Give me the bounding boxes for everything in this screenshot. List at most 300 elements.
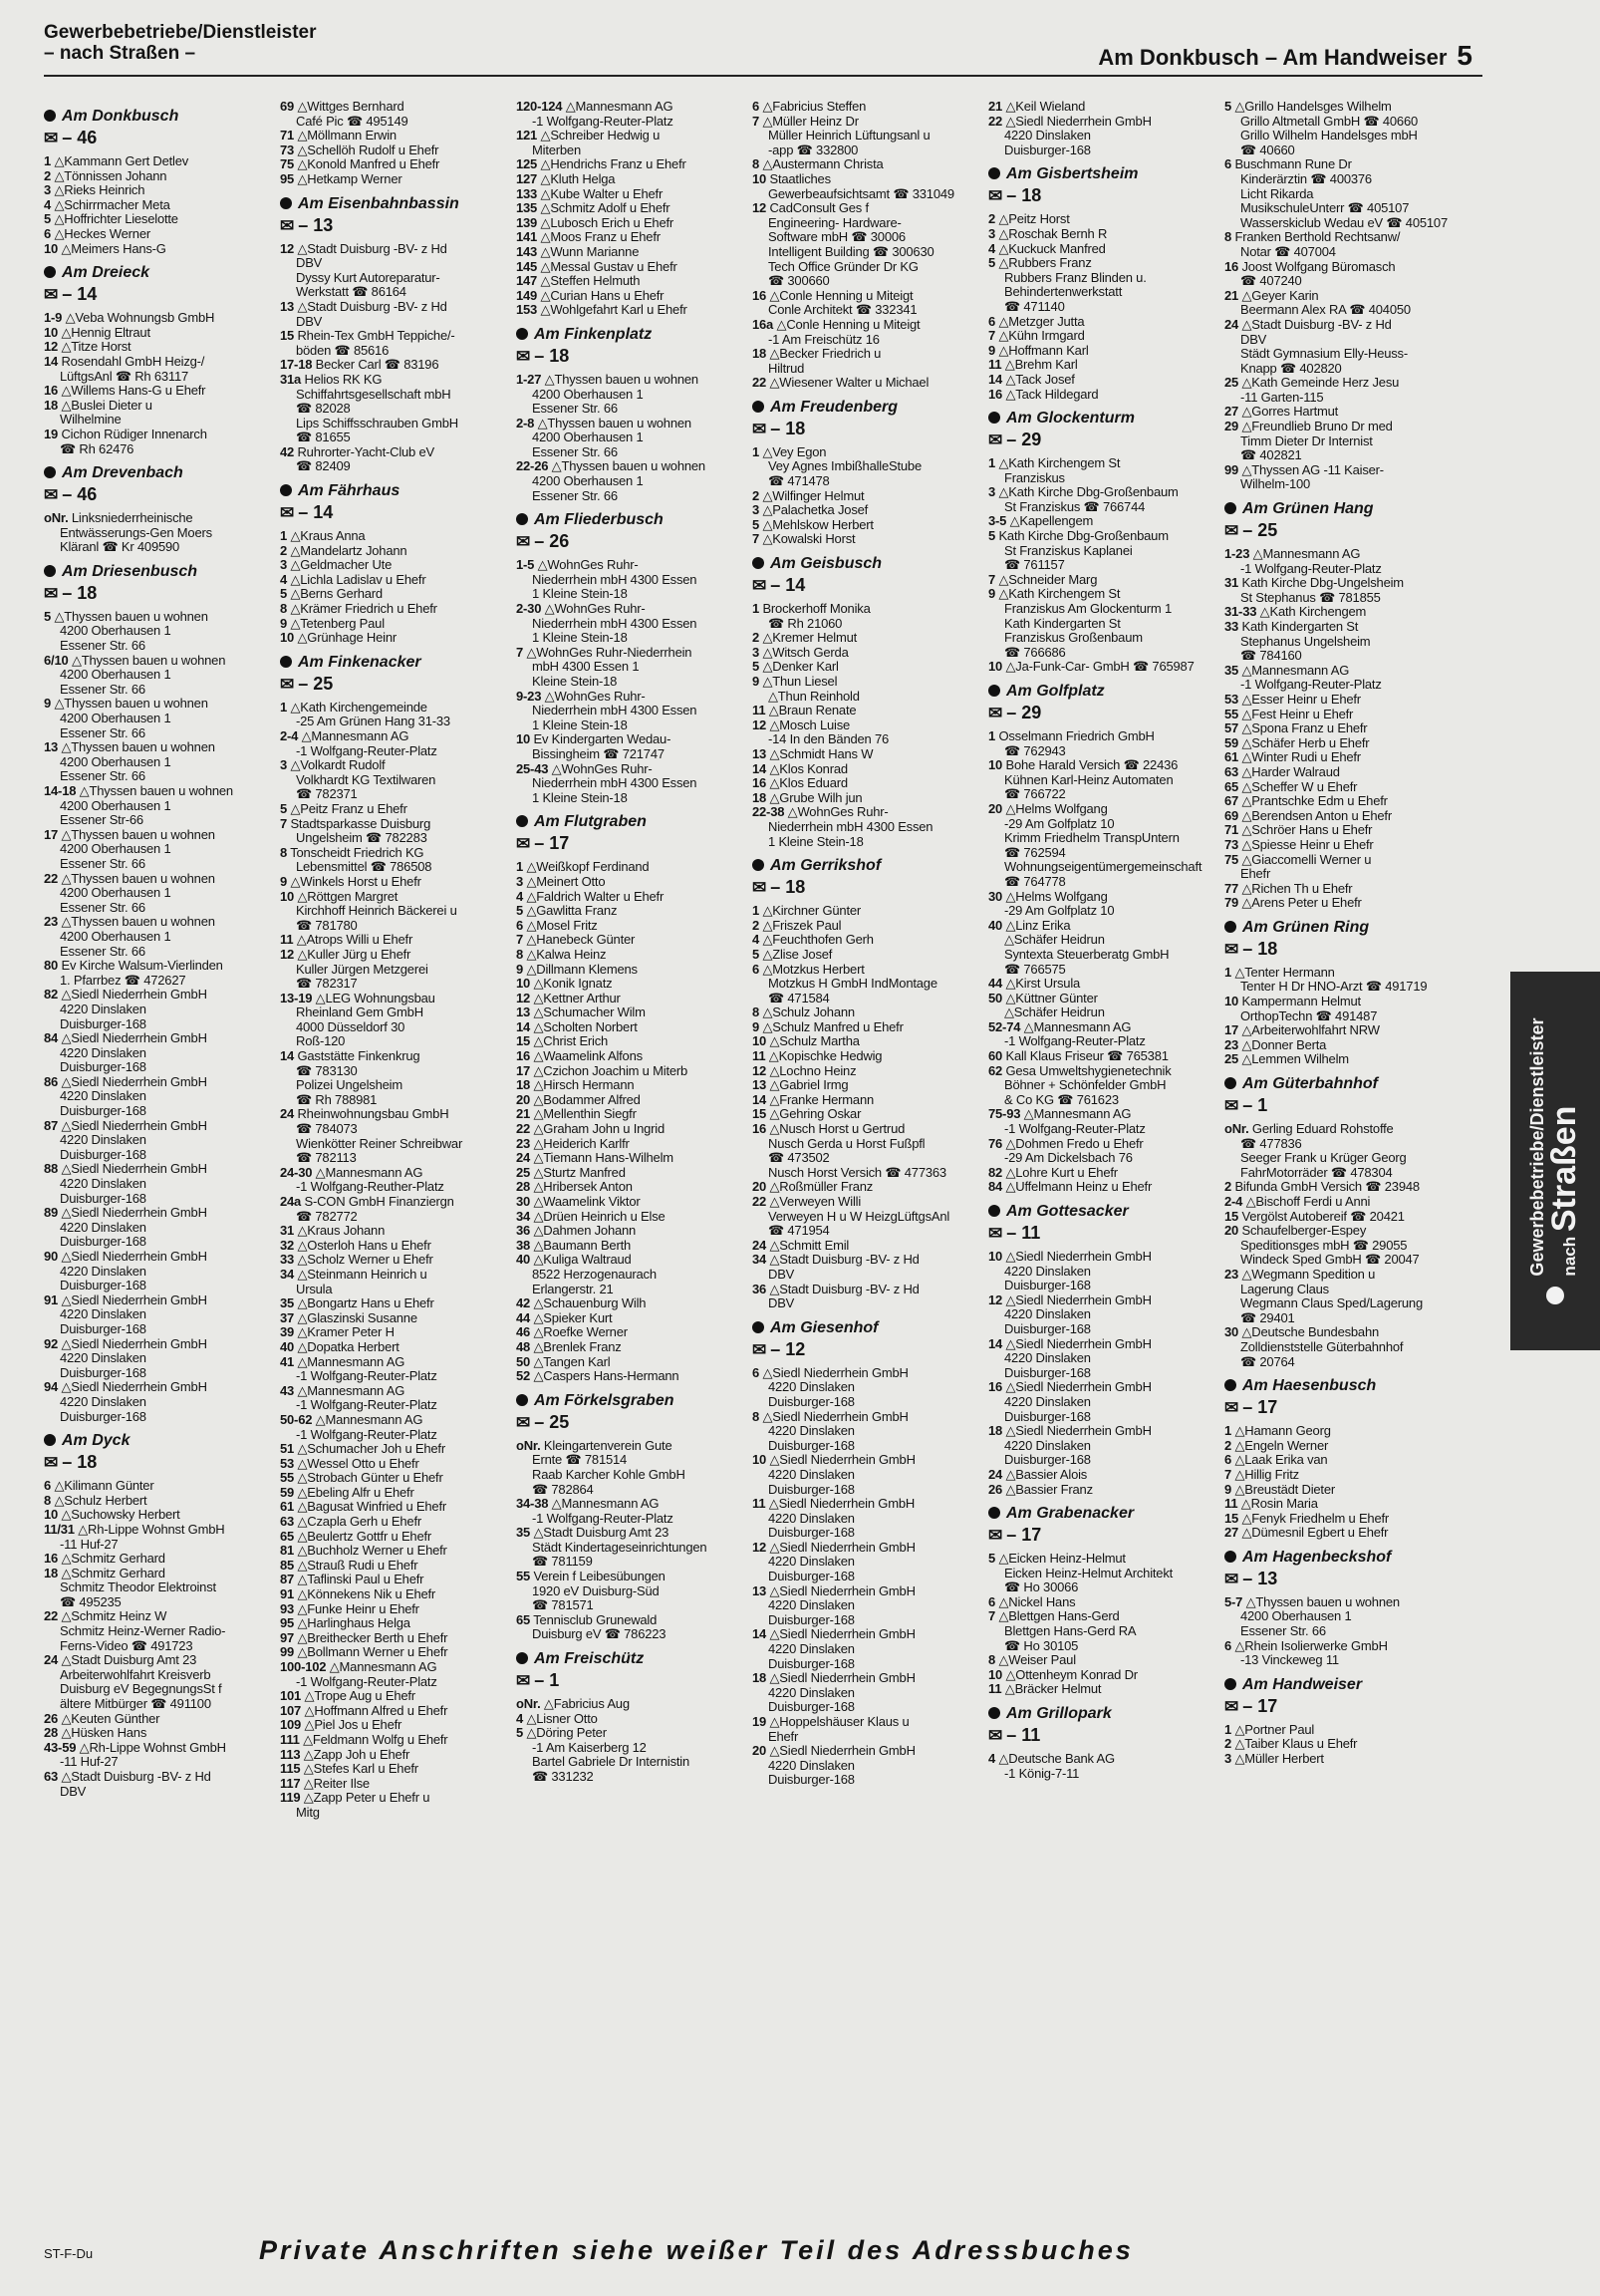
envelope-icon: ✉ (516, 532, 531, 552)
entry-text: △Siedl Niederrhein GmbH (1005, 1424, 1152, 1439)
directory-entry (516, 230, 747, 245)
entry-text: Volkhardt KG Textilwaren (296, 772, 436, 787)
entry-text: 4200 Oberhausen 1 (60, 712, 171, 726)
directory-entry (752, 1107, 983, 1122)
house-number: 18 (44, 1566, 59, 1580)
directory-entry (988, 212, 1219, 227)
entry-text: △Schauenburg Wilh (533, 1296, 647, 1311)
house-number: 63 (280, 1515, 295, 1530)
house-number: 13 (516, 1005, 531, 1020)
house-number: 3 (988, 485, 996, 500)
directory-entry (280, 1034, 511, 1049)
directory-entry (44, 683, 275, 698)
entry-text: ☎ Ho 30066 (1004, 1580, 1079, 1595)
entry-text: △Linz Erika (1005, 918, 1071, 933)
envelope-icon: ✉ (1224, 1398, 1239, 1418)
entry-text: △Grube Wilh jun (769, 790, 863, 805)
house-number: 10 (1224, 995, 1239, 1009)
house-number: 2 (752, 918, 760, 933)
house-number: 34 (752, 1253, 767, 1268)
postal-code: – 17 (1242, 1397, 1278, 1418)
directory-entry (44, 540, 275, 555)
directory-entry (752, 1483, 983, 1498)
directory-entry (280, 1020, 511, 1035)
postal-code: – 13 (298, 214, 334, 235)
side-tab-strassen: Straßen (1544, 1105, 1583, 1233)
house-number: 147 (516, 274, 538, 289)
house-number: 18 (752, 790, 767, 805)
entry-text: Wegmann Claus Sped/Lagerung (1240, 1296, 1423, 1311)
entry-text: △Kluth Helga (540, 171, 616, 186)
entry-text: Bartel Gabriele Dr Internistin (532, 1755, 690, 1770)
entry-text: DBV (60, 1784, 87, 1799)
directory-entry (1224, 867, 1456, 882)
entry-text: Entwässerungs-Gen Moers (60, 525, 212, 540)
directory-entry (1224, 1224, 1456, 1239)
directory-entry (988, 1265, 1219, 1280)
entry-text: DBV (768, 1267, 795, 1282)
directory-entry (44, 886, 275, 901)
directory-entry (280, 1602, 511, 1617)
entry-text: △Stadt Duisburg -BV- z Hd (769, 1282, 920, 1296)
house-number: 5 (752, 947, 760, 962)
directory-entry (1224, 245, 1456, 260)
directory-entry (752, 1395, 983, 1410)
entry-text: △Schulz Manfred u Ehefr (762, 1019, 904, 1034)
directory-entry (988, 875, 1219, 890)
envelope-icon: ✉ (44, 1453, 59, 1473)
entry-text: ☎ 783130 (296, 1063, 358, 1078)
house-number: 2-30 (516, 602, 542, 617)
entry-text: △Schmitz Heinz W (61, 1609, 167, 1624)
entry-text: Duisburger-168 (60, 1191, 146, 1206)
directory-entry (988, 256, 1219, 271)
entry-text: △Laak Erika van (1234, 1453, 1328, 1468)
directory-entry (280, 1122, 511, 1137)
entry-text: Kühnen Karl-Heinz Automaten (1004, 772, 1174, 787)
entry-text: △Konold Manfred u Ehefr (297, 157, 440, 172)
entry-text: △Mannesmann AG (297, 1354, 405, 1369)
house-number: 10 (988, 1667, 1003, 1682)
postal-code: – 29 (1006, 703, 1042, 722)
directory-entry (1224, 1311, 1456, 1326)
entry-text: △Esser Heinr u Ehefr (1241, 692, 1361, 707)
house-number: 1 (280, 529, 288, 544)
entry-text: △Wiesener Walter u Michael (769, 376, 930, 391)
entry-text: △Hanebeck Günter (526, 933, 636, 948)
directory-entry (280, 1530, 511, 1545)
entry-text: △Stadt Duisburg -BV- z Hd (297, 241, 447, 256)
directory-entry (1224, 1468, 1456, 1483)
entry-text: △Stefes Karl u Ehefr (303, 1762, 418, 1777)
entry-text: △Kapellengem (1009, 514, 1094, 529)
entry-text: ☎ 495235 (60, 1594, 122, 1609)
house-number: 34-38 (516, 1497, 549, 1512)
directory-entry (44, 227, 275, 242)
directory-entry (988, 529, 1219, 544)
house-number: 6 (1224, 1638, 1232, 1653)
entry-text: △Thyssen bauen u wohnen (1245, 1594, 1400, 1609)
directory-entry (44, 1523, 275, 1538)
street-name: Am Gisbertsheim (1006, 165, 1139, 183)
street-name: Am Grünen Ring (1242, 918, 1370, 936)
entry-text: Franziskus Großenbaum (1004, 631, 1143, 646)
directory-entry (1224, 1624, 1456, 1639)
directory-entry (1224, 172, 1456, 187)
entry-text: △Glaszinski Susanne (297, 1310, 417, 1325)
directory-entry (1224, 347, 1456, 362)
house-number: 8 (988, 1653, 996, 1668)
house-number: 17 (1224, 1023, 1239, 1038)
directory-entry (1224, 1483, 1456, 1498)
entry-text: △Arens Peter u Ehefr (1241, 896, 1362, 911)
entry-text: △Funke Heinr u Ehefr (297, 1601, 419, 1616)
directory-entry (516, 690, 747, 705)
house-number: 26 (988, 1482, 1003, 1497)
directory-entry (516, 732, 747, 747)
entry-text: △Czapla Gerh u Ehefr (297, 1515, 421, 1530)
directory-entry (280, 1369, 511, 1384)
entry-text: △Czichon Joachim u Miterb (533, 1063, 688, 1078)
directory-entry (516, 1311, 747, 1326)
directory-entry (988, 758, 1219, 773)
directory-entry (280, 256, 511, 271)
directory-entry (280, 1049, 511, 1064)
house-number: 10 (988, 758, 1003, 773)
entry-text: △Kraus Anna (290, 529, 366, 544)
directory-entry (1224, 780, 1456, 795)
house-number: 3 (280, 758, 288, 773)
house-number: 1 (752, 602, 760, 617)
directory-entry (752, 1730, 983, 1745)
directory-entry (280, 787, 511, 802)
house-number: 84 (44, 1031, 59, 1046)
house-number: 17 (516, 1063, 531, 1078)
street-name: Am Freischütz (534, 1650, 645, 1668)
directory-entry (44, 842, 275, 857)
entry-text: △WohnGes Ruhr- (551, 761, 653, 776)
directory-entry (44, 1089, 275, 1104)
house-number: 84 (988, 1180, 1003, 1195)
house-number: 5 (44, 609, 52, 624)
directory-entry (44, 639, 275, 654)
directory-entry (1224, 678, 1456, 693)
entry-text: △Kath Kirchengem (1259, 605, 1367, 620)
directory-entry (1224, 1052, 1456, 1067)
directory-entry (44, 1206, 275, 1221)
postal-code: – 25 (534, 1411, 570, 1432)
house-number: 23 (1224, 1267, 1239, 1282)
directory-entry (280, 1471, 511, 1486)
directory-entry (988, 646, 1219, 661)
entry-text: 4220 Dinslaken (768, 1555, 855, 1570)
directory-entry (44, 945, 275, 960)
house-number: 86 (44, 1074, 59, 1089)
entry-text: Essener Str. 66 (60, 944, 145, 959)
entry-text: △Deutsche Bundesbahn (1241, 1325, 1380, 1340)
bullet-icon (1546, 1287, 1564, 1304)
entry-text: △Spona Franz u Ehefr (1241, 721, 1368, 736)
directory-entry (988, 631, 1219, 646)
house-number: 7 (1224, 1467, 1232, 1482)
house-number: 135 (516, 201, 538, 216)
entry-text: Rosendahl GmbH Heizg-/ (61, 354, 205, 369)
house-number: 3 (280, 558, 288, 573)
house-number: 5 (988, 529, 996, 544)
house-number: 139 (516, 215, 538, 230)
entry-text: Duisburger-168 (768, 1570, 855, 1584)
house-number: 23 (44, 915, 59, 930)
postal-code: – 12 (770, 1338, 806, 1359)
directory-entry (516, 948, 747, 963)
entry-text: Böhner + Schönfelder GmbH (1004, 1078, 1167, 1093)
house-number: 2-8 (516, 416, 535, 430)
directory-entry (988, 1078, 1219, 1093)
entry-text: △Heiderich Karlfr (533, 1136, 630, 1151)
envelope-icon: ✉ (516, 834, 531, 854)
bullet-icon (1224, 502, 1236, 514)
entry-text: 4000 Düsseldorf 30 (296, 1019, 405, 1034)
directory-entry (516, 1340, 747, 1355)
street-name: Am Gottesacker (1006, 1203, 1129, 1220)
house-number: 6 (1224, 1453, 1232, 1468)
entry-text: ☎ Ho 30105 (1004, 1638, 1079, 1653)
directory-entry (988, 1279, 1219, 1293)
street-heading (1224, 500, 1456, 518)
entry-text: △Kirchner Günter (762, 904, 862, 919)
entry-text: 4220 Dinslaken (768, 1467, 855, 1482)
entry-text: △Hoppelshäuser Klaus u (769, 1715, 910, 1729)
entry-text: △Kube Walter u Ehefr (540, 186, 664, 201)
entry-text: △Siedl Niederrhein GmbH (61, 988, 207, 1003)
directory-entry (280, 430, 511, 445)
entry-text: Duisburger-168 (60, 1235, 146, 1250)
house-number: 4 (44, 197, 52, 212)
entry-text: & Co KG ☎ 761623 (1004, 1092, 1119, 1107)
house-number: 25-43 (516, 761, 549, 776)
directory-columns (44, 100, 1459, 2232)
house-number: 22 (752, 1195, 767, 1209)
directory-entry (988, 1609, 1219, 1624)
directory-entry (1224, 1737, 1456, 1752)
directory-entry (988, 1395, 1219, 1410)
entry-text: Rubbers Franz Blinden u. (1004, 270, 1147, 285)
directory-entry (988, 129, 1219, 144)
house-number: 7 (516, 933, 524, 948)
directory-entry (516, 617, 747, 632)
directory-entry (988, 963, 1219, 978)
entry-text: St Stephanus ☎ 781855 (1240, 590, 1381, 605)
directory-entry (988, 227, 1219, 242)
postal-district (988, 185, 1219, 206)
entry-text: △Schirrmacher Meta (54, 197, 170, 212)
entry-text: △Lubosch Erich u Ehefr (540, 215, 674, 230)
directory-entry (752, 1296, 983, 1311)
envelope-icon: ✉ (988, 186, 1003, 206)
directory-entry (752, 631, 983, 646)
entry-text: Duisburger-168 (768, 1612, 855, 1627)
directory-entry (988, 904, 1219, 919)
house-number: 3 (988, 226, 996, 241)
directory-entry (516, 1512, 747, 1527)
directory-entry (280, 860, 511, 875)
directory-entry (516, 187, 747, 202)
directory-entry (752, 1584, 983, 1599)
house-number: 1 (44, 154, 52, 168)
directory-entry (280, 459, 511, 474)
postal-code: – 18 (1006, 185, 1042, 206)
directory-entry (752, 1526, 983, 1541)
directory-entry (280, 1311, 511, 1326)
house-number: 10 (752, 171, 767, 186)
directory-entry (44, 988, 275, 1003)
entry-text: △Thyssen bauen u wohnen (71, 653, 226, 668)
house-number: 1 (516, 860, 524, 875)
entry-text: △Wittges Bernhard (297, 100, 404, 114)
bullet-icon (988, 1707, 1000, 1719)
entry-text: △Geyer Karin (1241, 288, 1319, 303)
directory-entry (280, 1283, 511, 1297)
house-number: 1 (752, 444, 760, 459)
directory-entry (988, 660, 1219, 675)
entry-text: DBV (1240, 332, 1267, 347)
directory-entry (44, 1567, 275, 1581)
house-number: 42 (516, 1296, 531, 1311)
directory-entry (280, 544, 511, 559)
street-heading (752, 1319, 983, 1337)
directory-entry (280, 992, 511, 1006)
entry-text: Duisburger-168 (60, 1279, 146, 1293)
street-heading (516, 511, 747, 529)
directory-entry (44, 1031, 275, 1046)
house-number: 10 (988, 1250, 1003, 1264)
directory-entry (516, 992, 747, 1006)
directory-entry (1224, 463, 1456, 478)
entry-text: Motzkus H GmbH IndMontage (768, 977, 937, 992)
house-number: oNr. (1224, 1122, 1249, 1137)
directory-entry (752, 904, 983, 919)
house-number: 3 (44, 183, 52, 198)
house-number: 12 (752, 1063, 767, 1078)
house-number: 143 (516, 244, 538, 259)
entry-text: ☎ 477836 (1240, 1136, 1302, 1151)
entry-text: Bohe Harald Versich ☎ 22436 (1005, 758, 1179, 773)
house-number: 50-62 (280, 1412, 313, 1427)
section-side-tab (1510, 972, 1600, 1350)
bullet-icon (44, 1434, 56, 1446)
directory-entry (988, 948, 1219, 963)
entry-text: Duisburger-168 (60, 1321, 146, 1336)
entry-text: 4200 Oberhausen 1 (532, 430, 644, 445)
directory-entry (988, 587, 1219, 602)
header-title-line2: – nach Straßen – (44, 43, 196, 64)
entry-text: ☎ 766722 (1004, 787, 1066, 802)
entry-text: Ev Kindergarten Wedau- (533, 732, 671, 747)
directory-entry (280, 1239, 511, 1254)
entry-text: △Krämer Friedrich u Ehefr (290, 602, 437, 617)
postal-code: – 18 (770, 877, 806, 898)
entry-text: Niederrhein mbH 4300 Essen (768, 819, 933, 834)
house-number: 21 (988, 100, 1003, 114)
street-heading (516, 813, 747, 831)
directory-entry (516, 1195, 747, 1210)
directory-entry (516, 1078, 747, 1093)
street-heading (516, 326, 747, 344)
house-number: 27 (1224, 405, 1239, 420)
directory-entry (988, 1653, 1219, 1668)
entry-text: -11 Huf-27 (60, 1755, 119, 1770)
entry-text: △Schäfer Heidrun (1004, 1005, 1105, 1020)
house-number: 18 (988, 1424, 1003, 1439)
house-number: 69 (280, 100, 295, 114)
directory-entry (516, 1712, 747, 1727)
entry-text: ☎ 407240 (1240, 274, 1302, 289)
directory-entry (752, 602, 983, 617)
directory-entry (1224, 1210, 1456, 1225)
entry-text: △Kuliga Waltraud (533, 1253, 632, 1268)
house-number: 77 (1224, 881, 1239, 896)
directory-entry (516, 1483, 747, 1498)
directory-entry (988, 514, 1219, 529)
entry-text: 4200 Oberhausen 1 (60, 798, 171, 813)
entry-text: ☎ 762594 (1004, 845, 1066, 860)
directory-entry (516, 1555, 747, 1570)
directory-entry (280, 1151, 511, 1166)
house-number: 6 (516, 918, 524, 933)
house-number: 153 (516, 303, 538, 318)
directory-entry (516, 144, 747, 158)
entry-text: Essener Str. 66 (532, 488, 618, 503)
street-heading (516, 1650, 747, 1668)
house-number: 7 (752, 114, 760, 129)
directory-entry (1224, 823, 1456, 838)
entry-text: Kall Klaus Friseur ☎ 765381 (1005, 1049, 1169, 1064)
house-number: 2 (1224, 1180, 1232, 1195)
house-number: 2 (988, 212, 996, 227)
house-number: oNr. (516, 1438, 541, 1453)
directory-entry (1224, 1512, 1456, 1527)
directory-entry (988, 1250, 1219, 1265)
directory-entry (280, 315, 511, 330)
entry-text: Windeck Sped GmbH ☎ 20047 (1240, 1253, 1420, 1268)
house-number: 10 (516, 732, 531, 747)
postal-district (752, 419, 983, 439)
street-name: Am Freudenberg (770, 398, 899, 416)
entry-text: 4220 Dinslaken (1004, 1394, 1091, 1409)
house-number: 55 (516, 1570, 531, 1584)
entry-text: St Franziskus ☎ 766744 (1004, 499, 1146, 514)
entry-text: Gesa Umweltshygienetechnik (1005, 1063, 1172, 1078)
directory-entry (988, 315, 1219, 330)
directory-entry (516, 890, 747, 905)
entry-text: △Dohmen Fredo u Ehefr (1005, 1136, 1144, 1151)
house-number: 81 (280, 1544, 295, 1559)
directory-entry (44, 511, 275, 526)
directory-entry (280, 1660, 511, 1675)
street-heading (1224, 919, 1456, 937)
entry-text: △Schmitz Gerhard (61, 1566, 165, 1580)
house-number: 133 (516, 186, 538, 201)
directory-entry (1224, 896, 1456, 911)
directory-entry (44, 1770, 275, 1785)
directory-entry (988, 617, 1219, 632)
house-number: 8 (280, 845, 288, 860)
directory-entry (752, 532, 983, 547)
entry-text: △Möllmann Erwin (297, 129, 397, 144)
directory-entry (280, 890, 511, 905)
directory-entry (280, 846, 511, 861)
entry-text: △Eicken Heinz-Helmut (998, 1552, 1126, 1567)
